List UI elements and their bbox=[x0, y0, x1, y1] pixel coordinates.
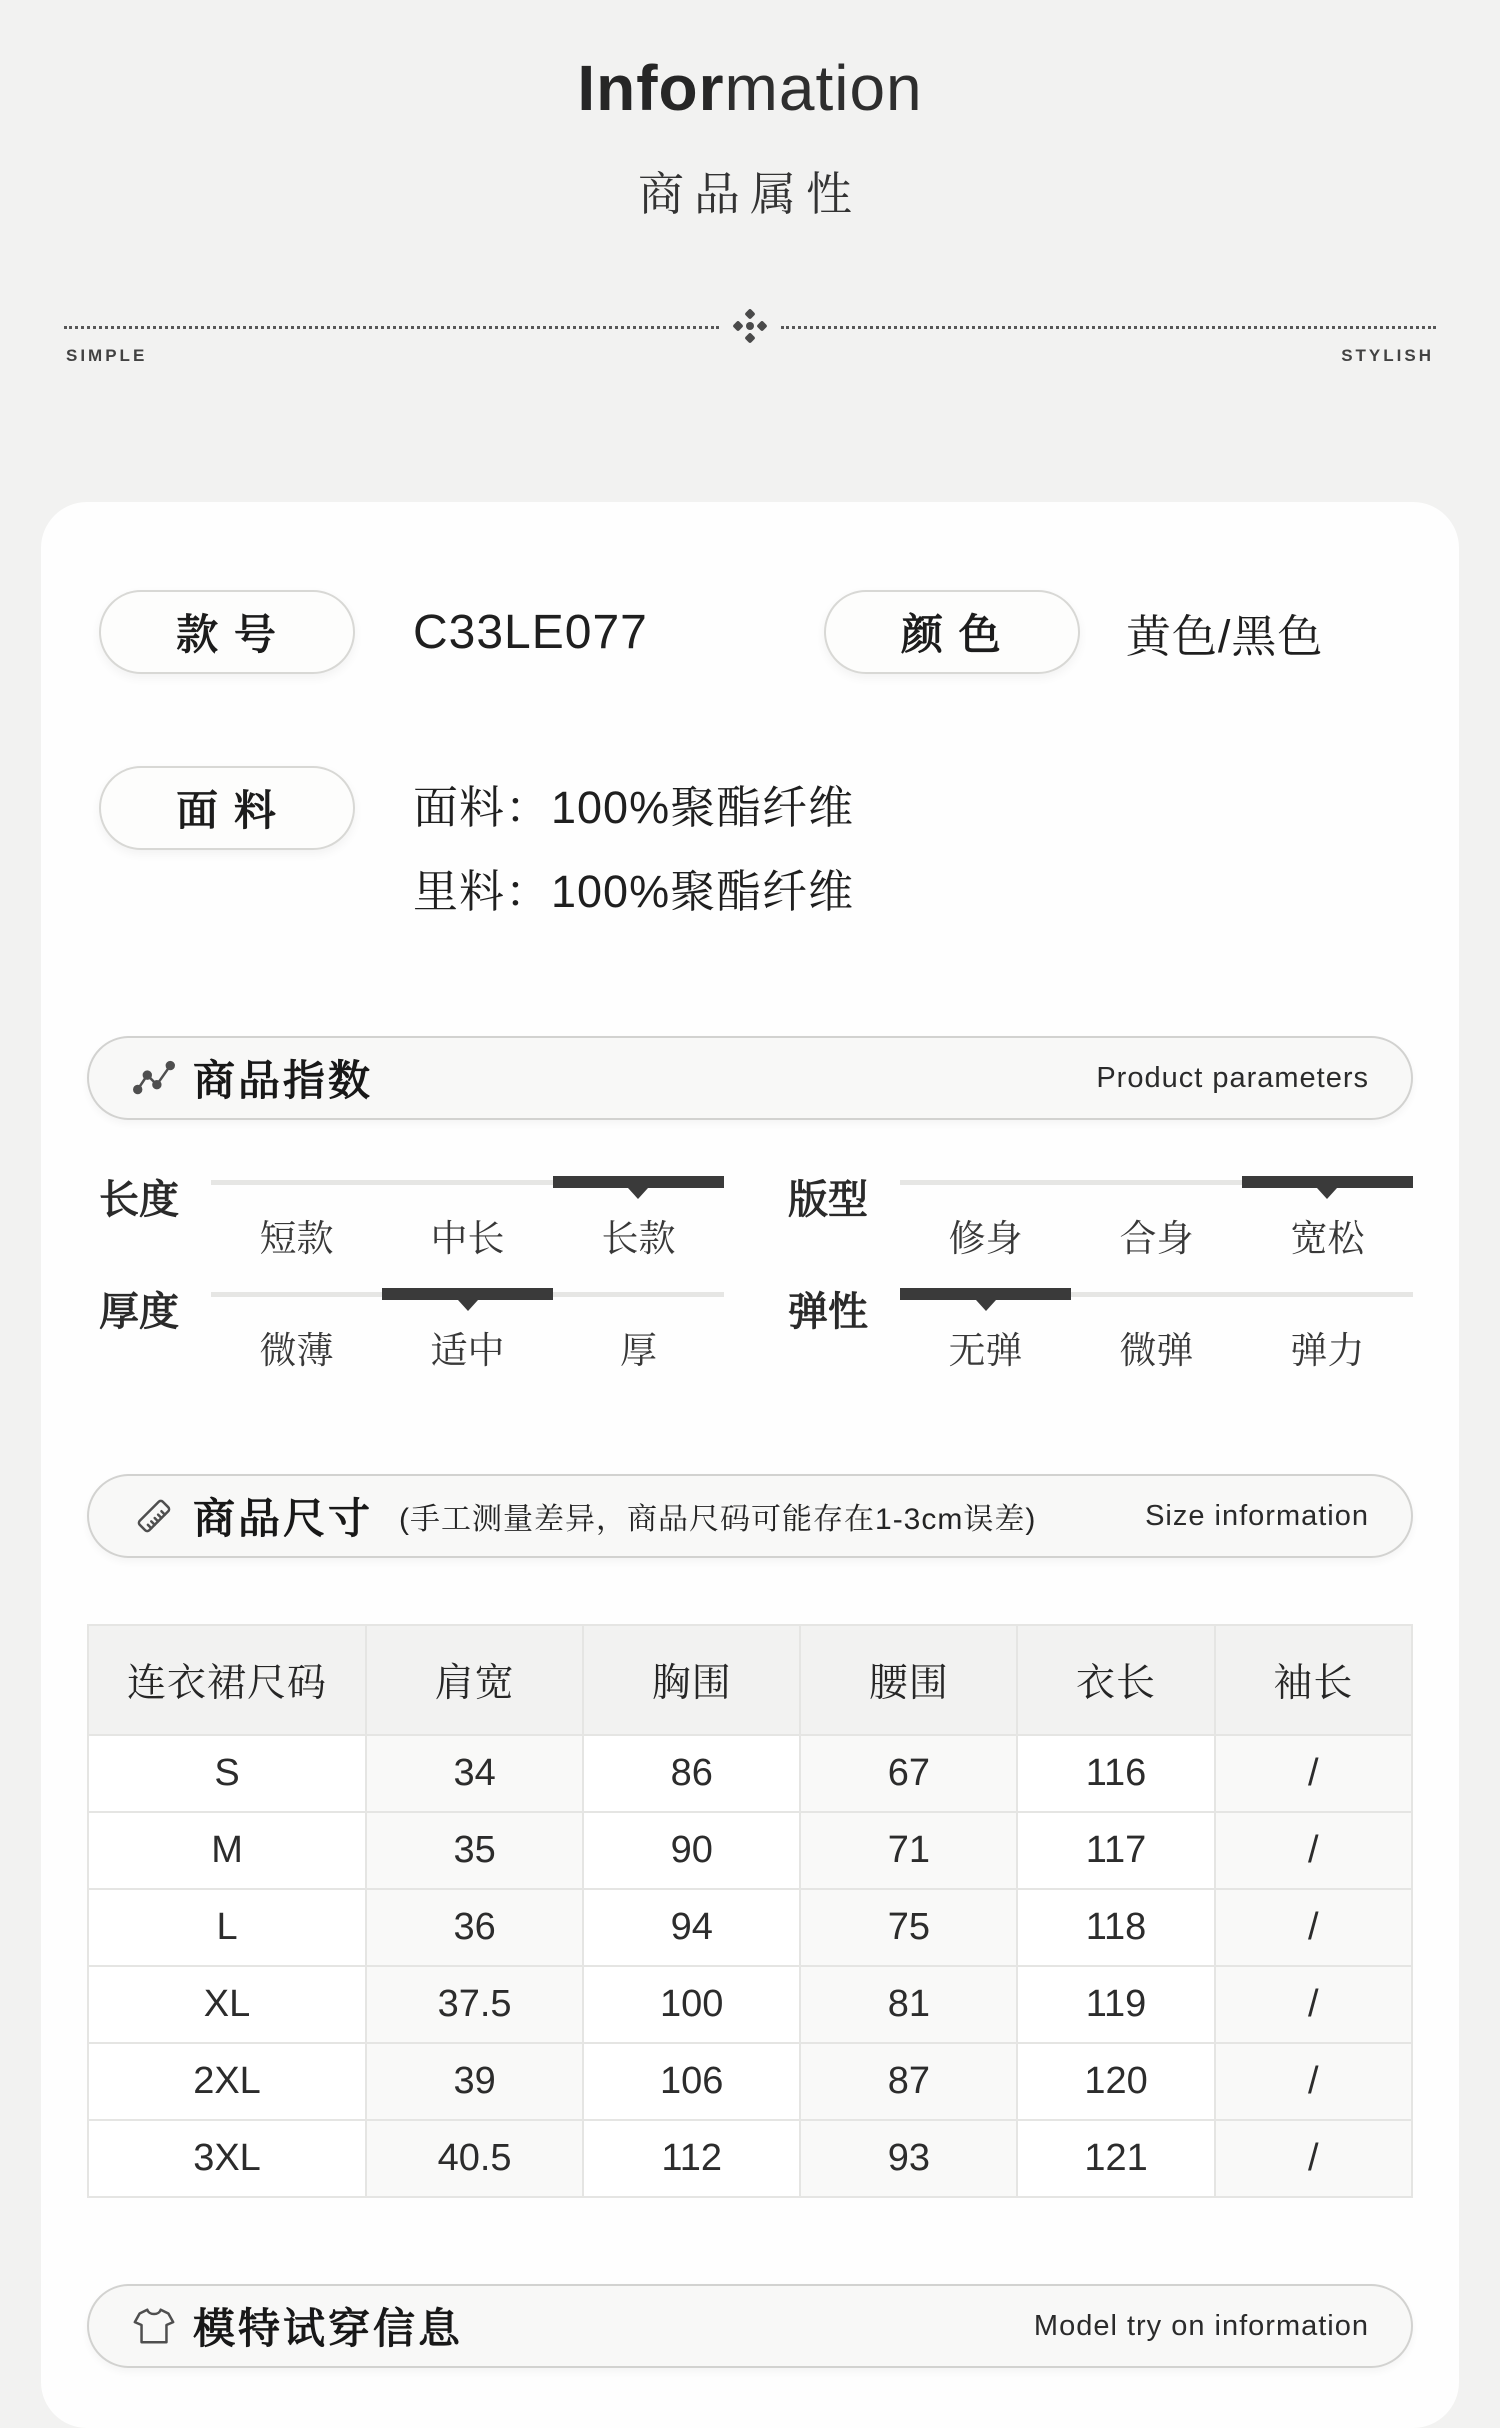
size-table-cell: / bbox=[1215, 1889, 1412, 1966]
index-group-1 bbox=[788, 1164, 1413, 1260]
index-option: 厚 bbox=[620, 1330, 657, 1371]
size-section-bar bbox=[87, 1474, 1413, 1558]
dotted-line-left bbox=[64, 326, 719, 329]
size-table-header-row bbox=[88, 1625, 1412, 1735]
ruler-icon bbox=[131, 1493, 177, 1539]
size-table-header-cell: 袖长 bbox=[1215, 1625, 1412, 1735]
page-title-bold: Infor bbox=[577, 52, 725, 124]
page-title bbox=[0, 52, 1500, 124]
size-table-cell: 87 bbox=[800, 2043, 1017, 2120]
size-table-row bbox=[88, 1812, 1412, 1889]
index-group-label: 长度 bbox=[99, 1178, 179, 1222]
style-no-pill: 款 号 bbox=[99, 590, 355, 674]
slider-active-segment bbox=[553, 1176, 724, 1188]
size-table-cell: 81 bbox=[800, 1966, 1017, 2043]
size-table-row bbox=[88, 1735, 1412, 1812]
index-option: 宽松 bbox=[1290, 1218, 1365, 1259]
size-table-cell: / bbox=[1215, 2120, 1412, 2197]
size-table-cell: 40.5 bbox=[366, 2120, 583, 2197]
index-group-3 bbox=[788, 1276, 1413, 1372]
size-table-header-cell: 腰围 bbox=[800, 1625, 1017, 1735]
stylish-tag: STYLISH bbox=[1341, 346, 1434, 365]
size-table-cell: S bbox=[88, 1735, 366, 1812]
fabric-lining-line: 里料：100%聚酯纤维 bbox=[413, 866, 855, 917]
size-table bbox=[87, 1624, 1413, 2198]
cross-dots-icon bbox=[735, 311, 765, 341]
index-group-0 bbox=[99, 1164, 724, 1260]
model-info-bar bbox=[87, 2284, 1413, 2368]
size-table-cell: 71 bbox=[800, 1812, 1017, 1889]
fabric-details bbox=[413, 766, 854, 934]
size-table-cell: 90 bbox=[583, 1812, 800, 1889]
index-level-indicator bbox=[211, 1164, 724, 1260]
slider-marker bbox=[628, 1188, 648, 1199]
size-table-row bbox=[88, 1889, 1412, 1966]
size-table-cell: 94 bbox=[583, 1889, 800, 1966]
line-chart-icon bbox=[131, 1055, 177, 1101]
size-table-cell: 119 bbox=[1017, 1966, 1214, 2043]
index-option: 修身 bbox=[948, 1218, 1023, 1259]
size-table-header-cell: 衣长 bbox=[1017, 1625, 1214, 1735]
index-option: 中长 bbox=[430, 1218, 505, 1259]
size-table-cell: XL bbox=[88, 1966, 366, 2043]
size-section-subtitle-en: Size information bbox=[1145, 1499, 1369, 1532]
size-table-cell: 100 bbox=[583, 1966, 800, 2043]
size-section-title: 商品尺寸 bbox=[193, 1495, 374, 1542]
product-attributes-card bbox=[41, 502, 1459, 2428]
color-value: 黄色/黑色 bbox=[1125, 610, 1324, 662]
style-color-row bbox=[87, 590, 1413, 674]
size-table-cell: 3XL bbox=[88, 2120, 366, 2197]
size-table-cell: M bbox=[88, 1812, 366, 1889]
size-table-cell: 120 bbox=[1017, 2043, 1214, 2120]
size-table-cell: 67 bbox=[800, 1735, 1017, 1812]
size-table-cell: / bbox=[1215, 1812, 1412, 1889]
index-option: 短款 bbox=[259, 1218, 334, 1259]
size-table-cell: 116 bbox=[1017, 1735, 1214, 1812]
size-table-cell: 35 bbox=[366, 1812, 583, 1889]
index-group-2 bbox=[99, 1276, 724, 1372]
size-table-cell: L bbox=[88, 1889, 366, 1966]
slider-marker bbox=[458, 1300, 478, 1311]
size-table-cell: 112 bbox=[583, 2120, 800, 2197]
fabric-pill: 面 料 bbox=[99, 766, 355, 850]
index-level-indicator bbox=[900, 1276, 1413, 1372]
size-table-cell: 75 bbox=[800, 1889, 1017, 1966]
product-index-bar bbox=[87, 1036, 1413, 1120]
color-pill: 颜 色 bbox=[824, 590, 1080, 674]
index-option: 长款 bbox=[601, 1218, 676, 1259]
index-option: 微弹 bbox=[1119, 1330, 1194, 1371]
slider-active-segment bbox=[1242, 1176, 1413, 1188]
index-group-label: 版型 bbox=[788, 1178, 868, 1222]
index-section-title: 商品指数 bbox=[193, 1057, 374, 1104]
size-section-note: (手工测量差异，商品尺码可能存在1-3cm误差) bbox=[399, 1503, 1037, 1536]
size-table-cell: 34 bbox=[366, 1735, 583, 1812]
slider-options bbox=[211, 1208, 724, 1262]
size-table-cell: 118 bbox=[1017, 1889, 1214, 1966]
size-table-cell: 121 bbox=[1017, 2120, 1214, 2197]
index-option: 弹力 bbox=[1290, 1330, 1365, 1371]
index-option: 合身 bbox=[1119, 1218, 1194, 1259]
size-table-cell: 117 bbox=[1017, 1812, 1214, 1889]
size-table-row bbox=[88, 1966, 1412, 2043]
slider-options bbox=[211, 1320, 724, 1374]
slider-options bbox=[900, 1320, 1413, 1374]
slider-active-segment bbox=[900, 1288, 1071, 1300]
size-table-header-cell: 连衣裙尺码 bbox=[88, 1625, 366, 1735]
size-table-row bbox=[88, 2120, 1412, 2197]
index-level-indicator bbox=[211, 1276, 724, 1372]
slider-marker bbox=[1317, 1188, 1337, 1199]
slider-marker bbox=[976, 1300, 996, 1311]
product-index-sliders bbox=[87, 1164, 1413, 1372]
slider-options bbox=[900, 1208, 1413, 1262]
size-table-cell: 37.5 bbox=[366, 1966, 583, 2043]
size-table-cell: 86 bbox=[583, 1735, 800, 1812]
size-table-cell: 93 bbox=[800, 2120, 1017, 2197]
size-table-cell: 39 bbox=[366, 2043, 583, 2120]
simple-tag: SIMPLE bbox=[66, 346, 148, 365]
index-group-label: 弹性 bbox=[788, 1290, 868, 1334]
slider-active-segment bbox=[382, 1288, 553, 1300]
size-table-header-cell: 肩宽 bbox=[366, 1625, 583, 1735]
index-option: 无弹 bbox=[948, 1330, 1023, 1371]
size-table-cell: 2XL bbox=[88, 2043, 366, 2120]
size-table-row bbox=[88, 2043, 1412, 2120]
tshirt-icon bbox=[131, 2303, 177, 2349]
page-header bbox=[0, 0, 1500, 382]
size-table-cell: / bbox=[1215, 1735, 1412, 1812]
model-section-subtitle-en: Model try on information bbox=[1033, 2309, 1369, 2342]
fabric-row bbox=[87, 766, 1413, 934]
index-group-label: 厚度 bbox=[99, 1290, 179, 1334]
size-table-cell: 106 bbox=[583, 2043, 800, 2120]
size-table-cell: / bbox=[1215, 1966, 1412, 2043]
page-title-light: mation bbox=[724, 52, 923, 124]
decorative-divider bbox=[0, 320, 1500, 382]
fabric-outer-line: 面料：100%聚酯纤维 bbox=[413, 782, 855, 833]
index-option: 适中 bbox=[430, 1330, 505, 1371]
index-option: 微薄 bbox=[259, 1330, 334, 1371]
style-no-value: C33LE077 bbox=[413, 605, 648, 659]
page-subtitle: 商品属性 bbox=[638, 168, 862, 220]
size-table-cell: / bbox=[1215, 2043, 1412, 2120]
model-section-title: 模特试穿信息 bbox=[193, 2305, 464, 2352]
size-table-header-cell: 胸围 bbox=[583, 1625, 800, 1735]
index-level-indicator bbox=[900, 1164, 1413, 1260]
index-section-subtitle-en: Product parameters bbox=[1096, 1061, 1369, 1094]
dotted-line-right bbox=[781, 326, 1436, 329]
size-table-cell: 36 bbox=[366, 1889, 583, 1966]
